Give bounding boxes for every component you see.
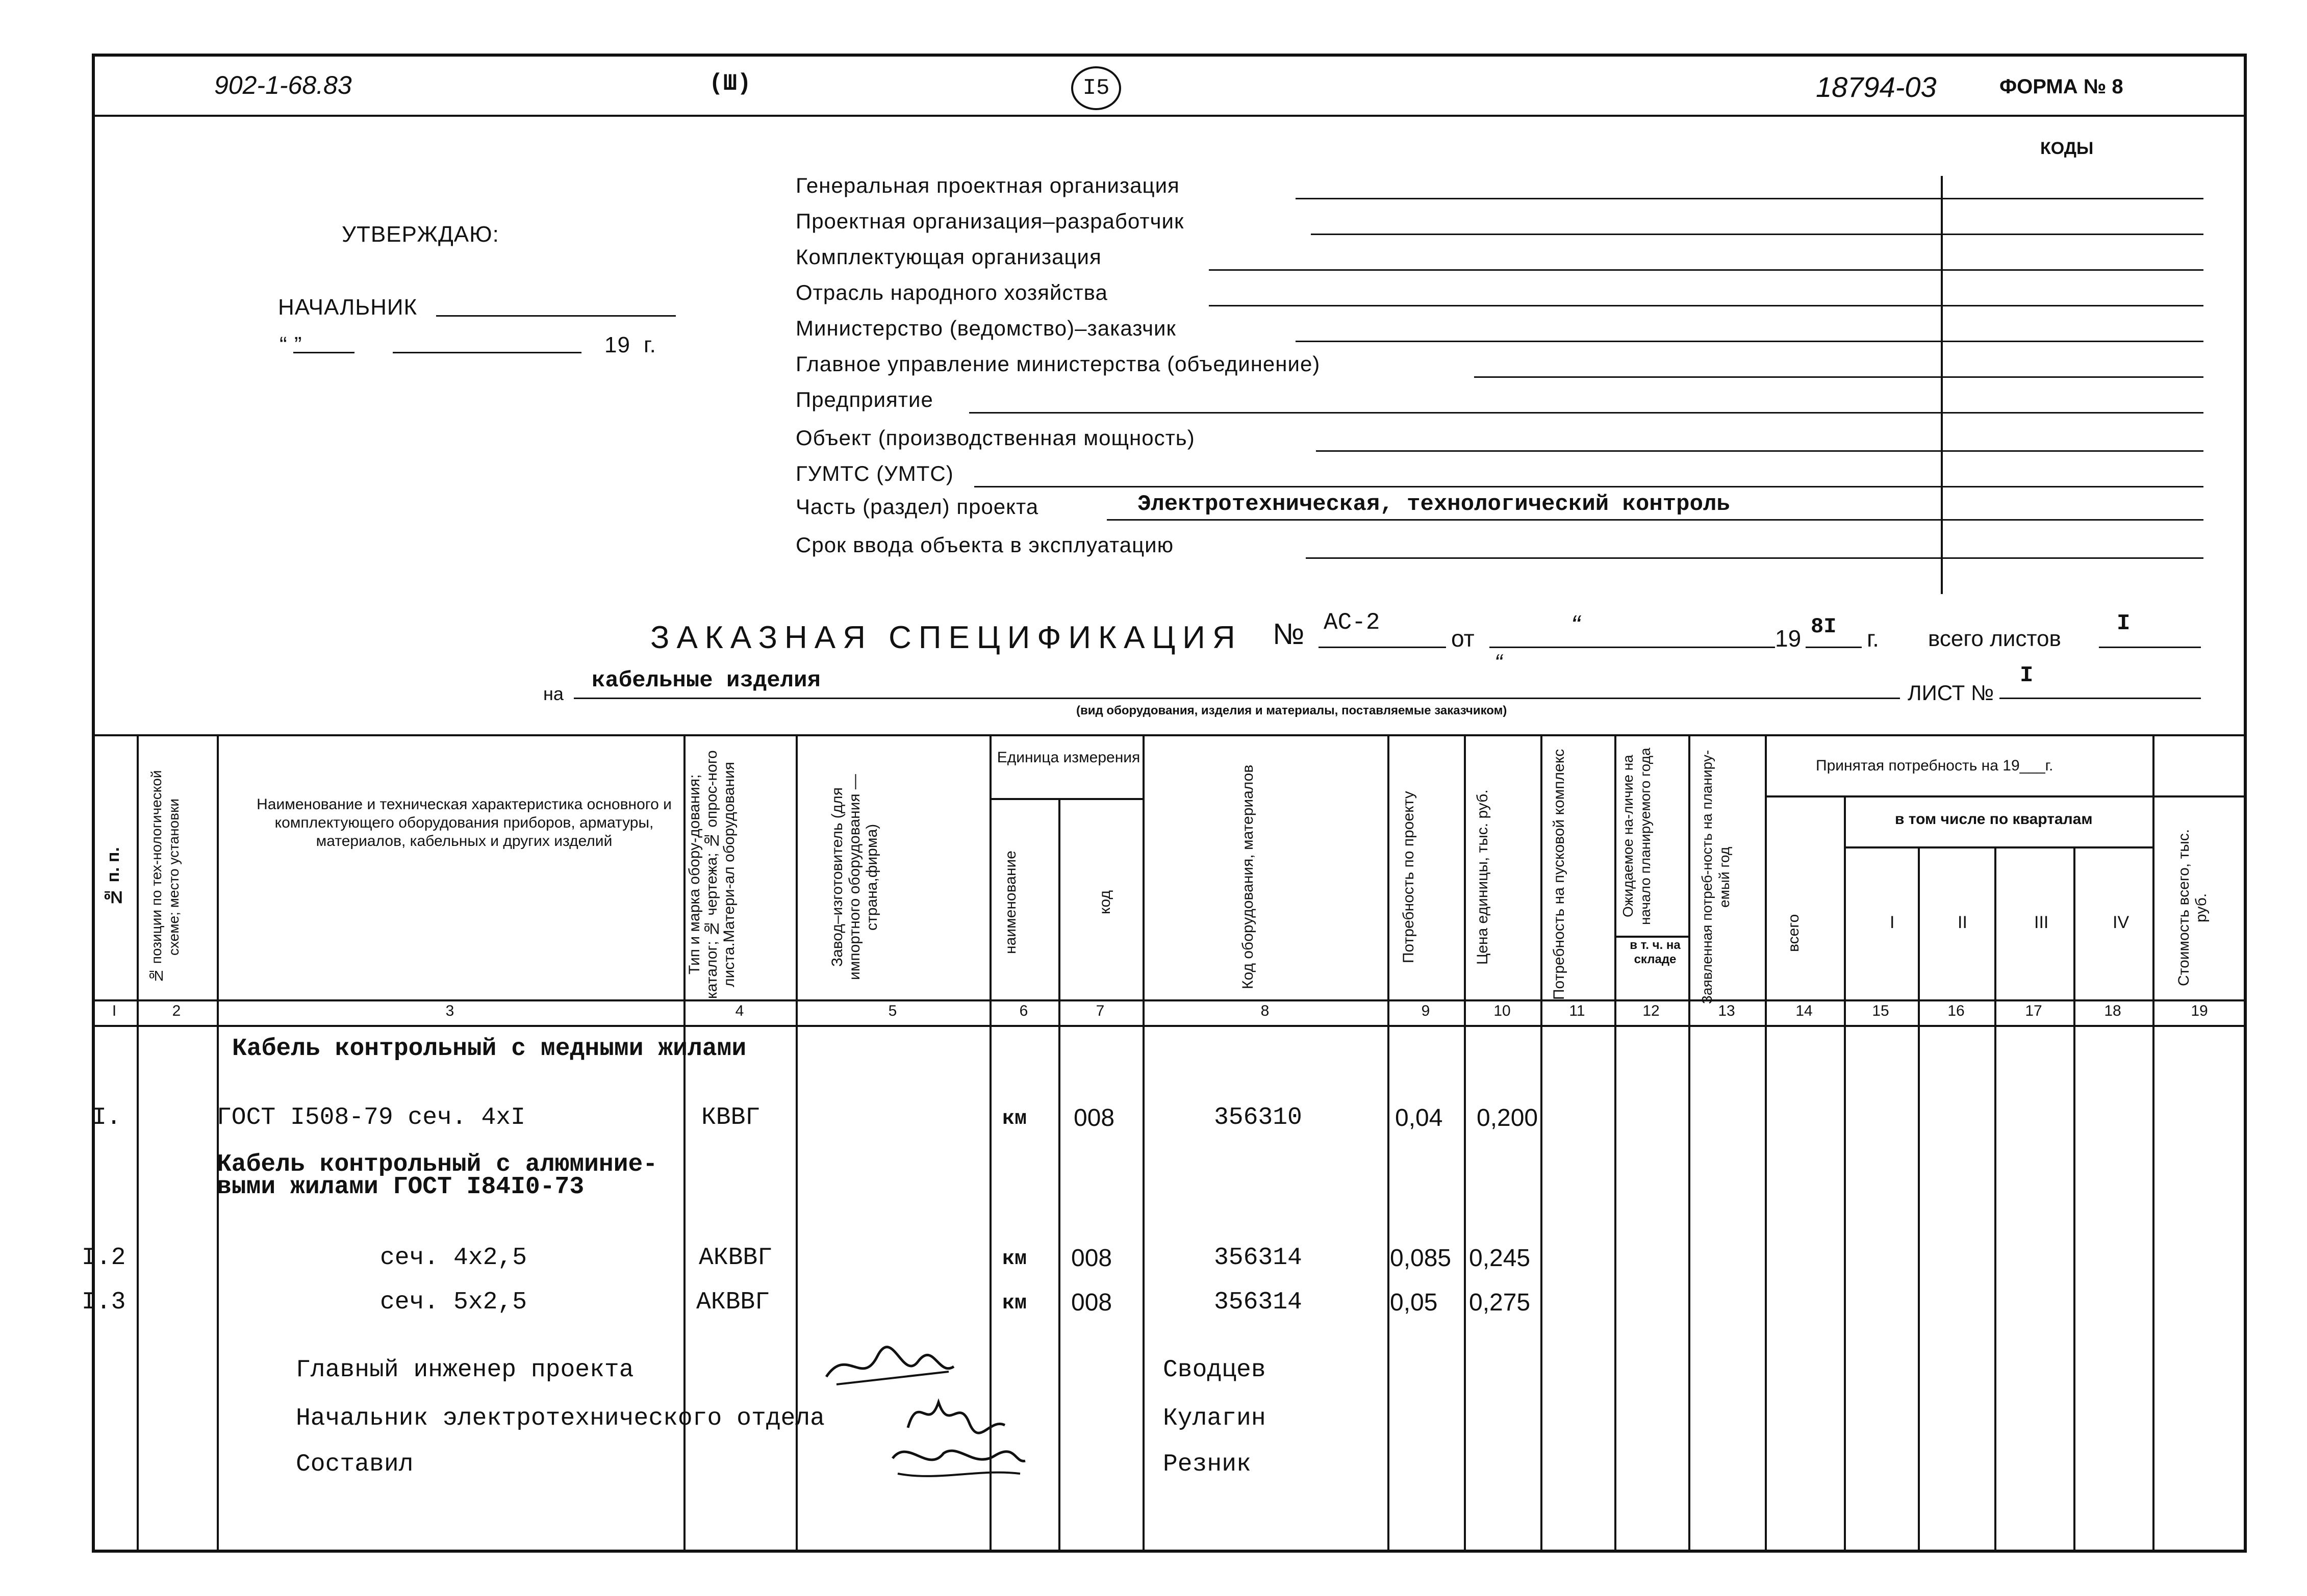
spec-year-value: 8I [1811, 614, 1837, 639]
sig-name-3: Резник [1163, 1451, 1251, 1478]
col-head-1: № п. п. [104, 847, 123, 907]
row-1-qty: 0,04 [1395, 1104, 1443, 1131]
date-quote: “ ” [280, 332, 302, 357]
column-number: 9 [1421, 1002, 1430, 1019]
col-head-quarters: в том числе по кварталам [1895, 811, 2093, 828]
org-field-label: Главное управление министерства (объединение) [796, 352, 1321, 376]
spec-from-label: от [1451, 625, 1475, 652]
table-column-line [1464, 734, 1466, 1550]
row-1-name: ГОСТ I508-79 сеч. 4хI [217, 1104, 525, 1131]
table-column-line [2073, 846, 2075, 1550]
column-number: 4 [735, 1002, 744, 1019]
page-number-circle [1071, 66, 1121, 110]
row-2-no: I.2 [82, 1244, 126, 1272]
row-2-code: 356314 [1214, 1244, 1302, 1272]
table-top-line [92, 734, 2247, 736]
column-number: 15 [1872, 1002, 1889, 1019]
table-column-line [1143, 734, 1145, 1550]
spec-title: ЗАКАЗНАЯ СПЕЦИФИКАЦИЯ [650, 620, 1243, 655]
org-field-label: Срок ввода объекта в эксплуатацию [796, 533, 1174, 557]
table-column-line [1844, 795, 1846, 1550]
org-field-label: Проектная организация–разработчик [796, 209, 1184, 233]
org-field-line [1474, 376, 2203, 378]
col-head-18: IV [2113, 913, 2129, 932]
doc-code: 902-1-68.83 [214, 71, 352, 99]
date-day-line [293, 352, 354, 353]
table-column-line [137, 734, 139, 1550]
table-column-line [2152, 734, 2154, 1550]
row-2-qty: 0,085 [1390, 1245, 1452, 1272]
row-3-code: 356314 [1214, 1289, 1302, 1316]
row-1-code: 356310 [1214, 1104, 1302, 1131]
column-number: 12 [1642, 1002, 1660, 1019]
sig-role-1: Главный инженер проекта [296, 1356, 634, 1384]
row-1-no: I. [92, 1104, 121, 1131]
form-number: ФОРМА № 8 [1999, 75, 2123, 98]
col-head-3: Наименование и техническая характеристика основного и комплектующего оборудования приборов, арматуры, материалов, кабельных и других изделий [257, 796, 672, 850]
org-field-line [1296, 198, 2203, 199]
column-number: 3 [445, 1002, 454, 1019]
signature-compiler [877, 1433, 1030, 1484]
table-column-line [1918, 846, 1920, 1550]
codes-divider [1941, 176, 1943, 594]
org-field-line [1209, 269, 2203, 271]
row-3-price: 0,275 [1469, 1289, 1531, 1316]
column-number: 8 [1260, 1002, 1270, 1019]
column-number: 7 [1096, 1002, 1105, 1019]
spec-on-line [574, 698, 1900, 699]
sig-name-2: Кулагин [1163, 1405, 1266, 1432]
doc-part: (Ш) [709, 70, 751, 97]
col-head-9: Потребность по проекту [1400, 791, 1417, 963]
spec-on-value: кабельные изделия [592, 668, 821, 693]
spec-no-line [1319, 647, 1446, 648]
doc-number: 18794-03 [1816, 71, 1937, 103]
col-head-4: Тип и марка обору-дования; каталог; № чертежа; № опрос-ного листа.Матери-ал оборудования [686, 750, 738, 999]
row-3-qty: 0,05 [1390, 1289, 1438, 1316]
spec-year-suffix: г. [1867, 625, 1879, 652]
column-number: 5 [888, 1002, 897, 1019]
org-field-line [1209, 305, 2203, 306]
table-column-line [1387, 734, 1389, 1550]
col-head-14: всего [1785, 914, 1802, 953]
table-numbers-bottom-line [92, 1025, 2247, 1027]
column-number: 17 [2025, 1002, 2042, 1019]
row-3-unit-code: 008 [1071, 1289, 1112, 1316]
column-number: 2 [172, 1002, 181, 1019]
date-month-line [393, 352, 581, 353]
row-2-type: АКВВГ [699, 1244, 773, 1272]
accepted-subheader-line [1765, 795, 2247, 797]
row-1-unit-code: 008 [1074, 1104, 1115, 1131]
row-3-no: I.3 [82, 1289, 126, 1316]
org-field-line [1107, 519, 2203, 521]
approve-year-suffix: г. [644, 332, 656, 357]
spec-from-quote2: “ [1494, 649, 1503, 676]
row-2-price: 0,245 [1469, 1245, 1531, 1272]
table-column-line [1994, 846, 1996, 1550]
column-number: 13 [1718, 1002, 1735, 1019]
col-head-12: Ожидаемое на-личие на начало планируемого года [1620, 748, 1653, 925]
column-number: 14 [1795, 1002, 1813, 1019]
spec-from-quote: “ [1571, 610, 1580, 640]
col-head-8: Код оборудования, материалов [1239, 764, 1256, 990]
org-field-line [974, 486, 2203, 487]
sig-name-1: Сводцев [1163, 1356, 1266, 1384]
column-number: 10 [1493, 1002, 1511, 1019]
spec-sheets-value: I [2117, 611, 2131, 636]
spec-from-line [1489, 647, 1775, 648]
col-head-2: № позиции по тех-нологической схеме; место установки [148, 770, 182, 984]
org-field-label: Часть (раздел) проекта [796, 495, 1039, 519]
column-number: 11 [1569, 1002, 1585, 1019]
spec-sheet-value: I [2020, 663, 2034, 688]
row-2-name: сеч. 4х2,5 [380, 1244, 527, 1272]
spec-no-value: АС-2 [1324, 609, 1380, 636]
org-field-label: Комплектующая организация [796, 245, 1102, 269]
spec-on-label: на [543, 683, 564, 704]
org-field-label: Объект (производственная мощность) [796, 426, 1195, 450]
approve-label: УТВЕРЖДАЮ: [342, 222, 499, 247]
org-field-value: Электротехническая, технологический контроль [1137, 492, 1730, 517]
column-number: 19 [2191, 1002, 2208, 1019]
spec-on-caption: (вид оборудования, изделия и материалы, поставляемые заказчиком) [1076, 704, 1507, 717]
table-column-line [217, 734, 219, 1550]
row-3-type: АКВВГ [696, 1289, 770, 1316]
page-number: I5 [1082, 75, 1110, 101]
column-number: 6 [1019, 1002, 1028, 1019]
row-2-unit: км [1002, 1248, 1027, 1271]
table-column-line [1058, 798, 1060, 1550]
col-head-10: Цена единицы, тыс. руб. [1474, 789, 1491, 965]
org-field-line [1311, 234, 2203, 235]
col-head-unit: Единица измерения [997, 749, 1140, 766]
col-head-7: код [1097, 890, 1113, 915]
org-field-line [1316, 450, 2203, 452]
row-3-name: сеч. 5х2,5 [380, 1289, 527, 1316]
org-field-label: Отрасль народного хозяйства [796, 280, 1108, 304]
column-number: I [112, 1002, 117, 1019]
spec-sheets-line [2099, 647, 2201, 648]
table-column-line [1540, 734, 1542, 1550]
org-field-line [1296, 341, 2203, 342]
col-head-12b: в т. ч. на складе [1630, 938, 1681, 966]
chief-line [436, 315, 676, 317]
org-field-label: Предприятие [796, 388, 933, 411]
stock-subheader-line [1614, 936, 1688, 938]
sig-role-3: Составил [296, 1451, 414, 1478]
org-field-label: Генеральная проектная организация [796, 173, 1180, 197]
spec-year-line [1806, 647, 1862, 648]
org-field-label: Министерство (ведомство)–заказчик [796, 316, 1176, 340]
row-1-unit: км [1002, 1108, 1027, 1130]
org-field-line [1306, 557, 2203, 559]
header-divider [92, 115, 2247, 117]
codes-label: КОДЫ [2040, 139, 2094, 158]
row-1-price: 0,200 [1477, 1104, 1538, 1131]
spec-year-prefix: 19 [1775, 625, 1802, 652]
column-number: 16 [1947, 1002, 1965, 1019]
col-head-19: Стоимость всего, тыс. руб. [2175, 829, 2210, 987]
spec-sheets-label: всего листов [1928, 626, 2061, 651]
row-heading-2: Кабель контрольный с алюминие-выми жилами ГОСТ I84I0-73 [217, 1151, 658, 1201]
unit-subheader-line [990, 798, 1143, 800]
col-head-15: I [1890, 913, 1895, 932]
approve-year: 19 [604, 332, 630, 357]
row-2-unit-code: 008 [1071, 1245, 1112, 1272]
spec-sheet-label: ЛИСТ № [1908, 681, 1994, 705]
col-head-17: III [2034, 913, 2049, 932]
quarters-subheader-line [1844, 846, 2152, 848]
col-head-accepted: Принятая потребность на 19___г. [1816, 757, 2054, 774]
table-header-bottom-line [92, 999, 2247, 1001]
col-head-5: Завод–изготовитель (для импортного оборудования —страна,фирма) [829, 774, 880, 980]
table-column-line [1765, 734, 1767, 1550]
col-head-11: Потребность на пусковой комплекс [1551, 749, 1567, 1000]
col-head-13: Заявленная потреб-ность на планиру-емый год [1699, 750, 1732, 1005]
org-field-line [969, 412, 2203, 414]
org-field-label: ГУМТС (УМТС) [796, 461, 954, 485]
col-head-6: наименование [1002, 851, 1019, 955]
chief-label: НАЧАЛЬНИК [278, 295, 418, 320]
spec-sheet-line [1999, 698, 2201, 699]
column-number: 18 [2104, 1002, 2121, 1019]
sig-role-2: Начальник электротехнического отдела [296, 1405, 825, 1432]
table-column-line [1614, 734, 1616, 1550]
row-1-type: КВВГ [701, 1104, 760, 1131]
row-heading-1: Кабель контрольный с медными жилами [232, 1035, 747, 1063]
spec-no-label: № [1273, 617, 1305, 651]
col-head-16: II [1958, 913, 1967, 932]
row-3-unit: км [1002, 1292, 1027, 1315]
